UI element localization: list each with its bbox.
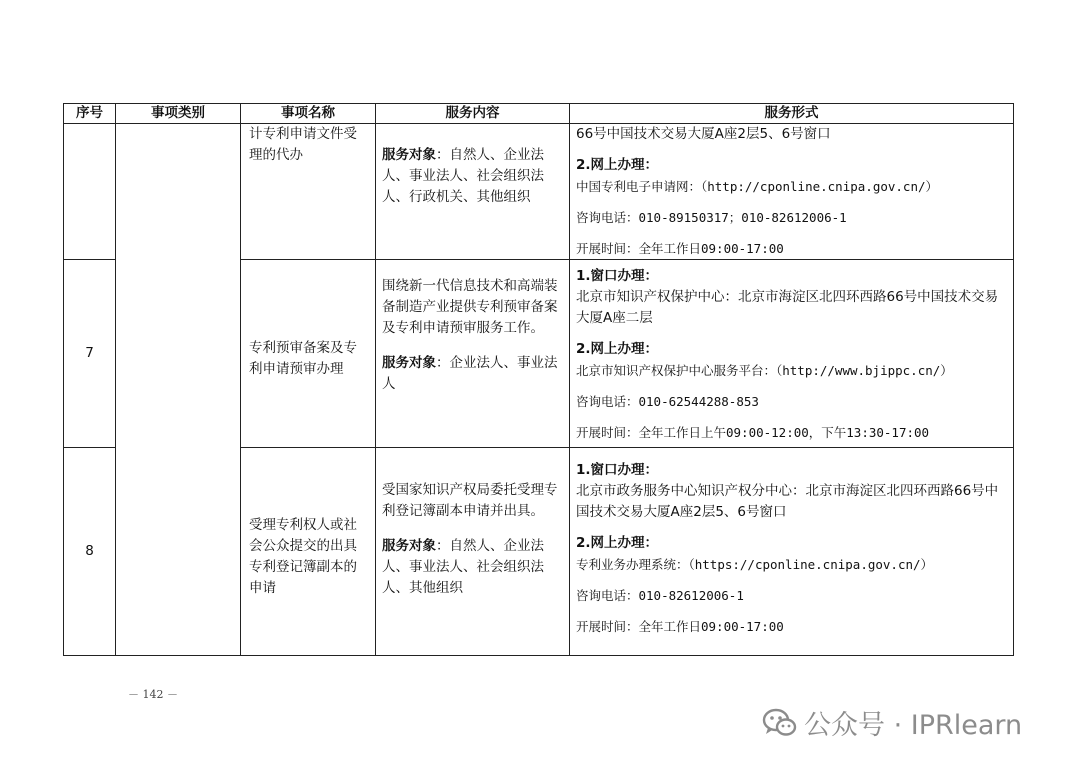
item-name: 计专利申请文件受理的代办 [249,126,357,163]
category-cell [116,124,241,656]
table-header-row [64,104,1014,124]
table-row [64,124,1014,260]
form-window-text: 北京市知识产权保护中心：北京市海淀区北四环西路66号中国技术交易大厦A座二层 [576,289,999,326]
item-name-cell [241,260,376,448]
service-description: 围绕新一代信息技术和高端装备制造产业提供专利预审备案及专利申请预审服务工作。 [382,278,558,336]
form-window-text: 北京市政务服务中心知识产权分中心：北京市海淀区北四环西路66号中国技术交易大厦A座2层5、6号窗口 [576,483,999,520]
form-online-text: 专利业务办理系统：（https://cponline.cnipa.gov.cn/） [576,557,934,572]
form-phone: 咨询电话：010-89150317；010-82612006-1 [576,210,847,225]
service-content-cell [376,124,570,260]
service-object: 服务对象：自然人、企业法人、事业法人、社会组织法人、行政机关、其他组织 [382,147,544,205]
watermark [762,703,1022,742]
form-window-label: 1.窗口办理： [576,462,659,478]
form-time: 开展时间：全年工作日09:00-17:00 [576,241,784,256]
service-content-cell [376,448,570,656]
form-time: 开展时间：全年工作日09:00-17:00 [576,619,784,634]
row-index-cell [64,260,116,448]
form-online-label: 2.网上办理： [576,157,659,173]
row-index: 7 [85,345,94,361]
form-online-label: 2.网上办理： [576,535,659,551]
service-description: 受国家知识产权局委托受理专利登记簿副本申请并出具。 [382,482,558,519]
form-online-text: 中国专利电子申请网：（http://cponline.cnipa.gov.cn/） [576,179,938,194]
item-name: 专利预审备案及专利申请预审办理 [249,339,357,377]
service-object: 服务对象：自然人、企业法人、事业法人、社会组织法人、其他组织 [382,538,544,596]
service-table [63,103,1014,656]
header-service-content: 服务内容 [376,104,570,124]
row-index-cell [64,124,116,260]
service-object: 服务对象：企业法人、事业法人 [382,355,558,392]
item-name-cell [241,448,376,656]
form-phone: 咨询电话：010-62544288-853 [576,394,759,409]
watermark-text: 公众号 · IPRlearn [804,710,1023,741]
form-window-address: 66号中国技术交易大厦A座2层5、6号窗口 [576,126,831,142]
row-index: 8 [85,543,94,559]
form-online-label: 2.网上办理： [576,341,659,357]
form-time: 开展时间：全年工作日上午09:00-12:00，下午13:30-17:00 [576,425,930,440]
row-index-cell [64,448,116,656]
header-item-name: 事项名称 [241,104,376,124]
form-window-label: 1.窗口办理： [576,268,659,284]
service-form-cell [570,124,1014,260]
header-index: 序号 [64,104,116,124]
service-form-cell [570,260,1014,448]
page-number: － 142 － [128,688,178,701]
item-name: 受理专利权人或社会公众提交的出具专利登记簿副本的申请 [249,516,357,596]
service-form-cell [570,448,1014,656]
service-content-cell [376,260,570,448]
form-phone: 咨询电话：010-82612006-1 [576,588,744,603]
header-category: 事项类别 [116,104,241,124]
wechat-icon [762,708,798,738]
item-name-cell [241,124,376,260]
form-online-text: 北京市知识产权保护中心服务平台：（http://www.bjippc.cn/） [576,363,953,378]
header-service-form: 服务形式 [570,104,1014,124]
